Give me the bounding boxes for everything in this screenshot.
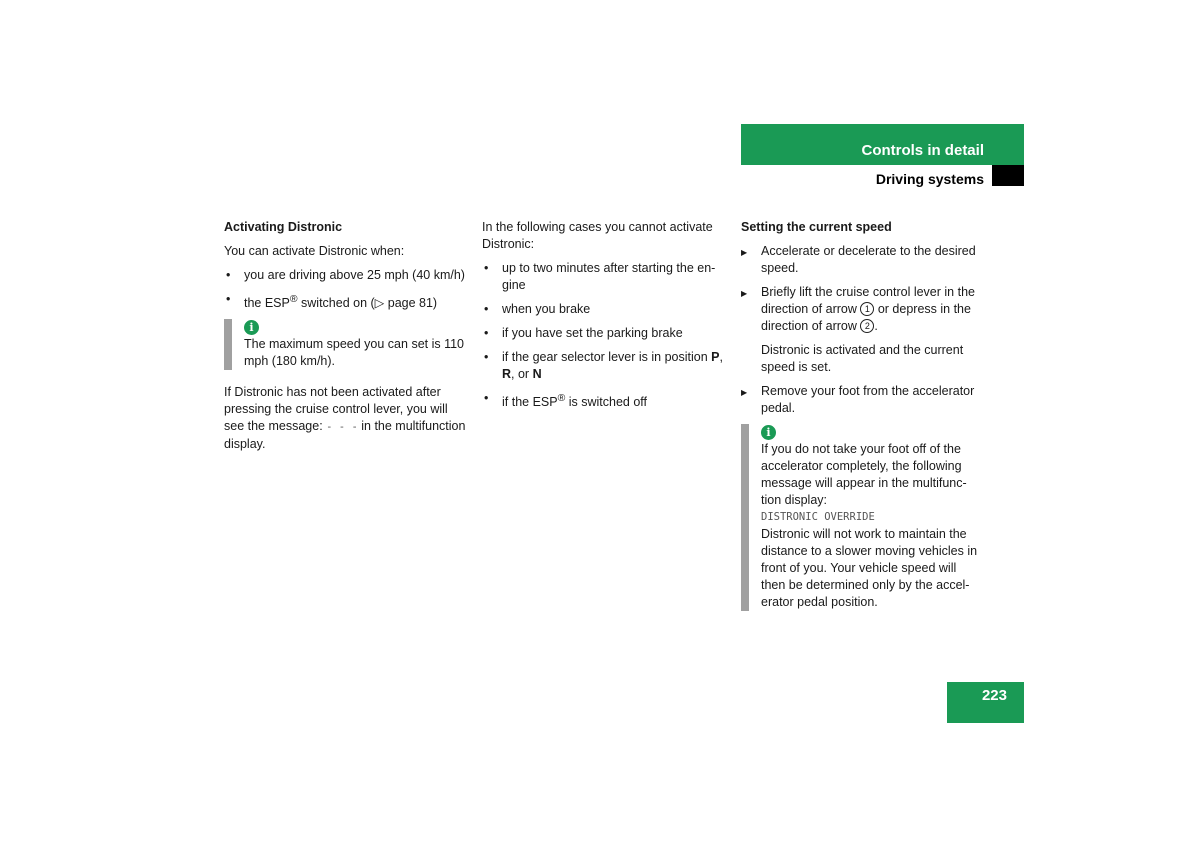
info-note bbox=[741, 424, 983, 611]
arrow-2-icon: 2 bbox=[860, 319, 874, 333]
note-text: If you do not take your foot off of the accelerator completely, the following message will appear in the multifunc-tion display: bbox=[761, 442, 967, 507]
steps-list bbox=[741, 243, 983, 335]
note-bar bbox=[741, 424, 749, 611]
info-icon: i bbox=[244, 320, 259, 335]
info-note bbox=[224, 319, 466, 370]
info-icon: i bbox=[761, 425, 776, 440]
step-continuation: Distronic is activated and the current speed is set. bbox=[761, 343, 964, 374]
step-item: ▶ Accelerate or decelerate to the desired speed. bbox=[741, 243, 983, 277]
list-item: • if the ESP® is switched off bbox=[482, 390, 724, 411]
heading-setting-speed: Setting the current speed bbox=[741, 220, 892, 234]
paragraph: If Distronic has not been activated after pressing the cruise control lever, you will see the message: - - - in the multifunction display. bbox=[224, 385, 466, 452]
header-marker bbox=[992, 165, 1024, 186]
note-text: Distronic will not work to maintain the distance to a slower moving vehicles in front of you. Your vehicle speed will then be determined only by the accel-erator pedal position. bbox=[761, 527, 978, 609]
display-message: DISTRONIC OVERRIDE bbox=[761, 511, 875, 523]
step-item: ▶ Remove your foot from the accelerator pedal. bbox=[741, 383, 983, 417]
intro-text: In the following cases you cannot activate Distronic: bbox=[482, 220, 713, 251]
section-title: Controls in detail bbox=[861, 142, 984, 159]
note-text: The maximum speed you can set is 110 mph (180 km/h). bbox=[244, 337, 465, 369]
column-1 bbox=[224, 219, 466, 460]
list-item: • if you have set the parking brake bbox=[482, 325, 724, 342]
list-item: • up to two minutes after starting the en-gine bbox=[482, 260, 724, 294]
list-item: • when you brake bbox=[482, 301, 724, 318]
cases-list bbox=[482, 260, 724, 411]
step-item: ▶ Briefly lift the cruise control lever in the direction of arrow 1 or depress in the direction of arrow 2 . bbox=[741, 284, 983, 335]
arrow-1-icon: 1 bbox=[860, 302, 874, 316]
page-number-box bbox=[947, 682, 1024, 723]
list-item: • the ESP® switched on (▷ page 81) bbox=[224, 291, 466, 312]
column-3 bbox=[741, 219, 983, 625]
note-bar bbox=[224, 319, 232, 370]
conditions-list bbox=[224, 267, 466, 312]
list-item: • you are driving above 25 mph (40 km/h) bbox=[224, 267, 466, 284]
intro-text: You can activate Distronic when: bbox=[224, 244, 405, 258]
steps-list-2 bbox=[741, 383, 983, 417]
column-2 bbox=[482, 219, 724, 418]
list-item: • if the gear selector lever is in position P, R, or N bbox=[482, 349, 724, 383]
subsection-title: Driving systems bbox=[875, 171, 984, 187]
page-number: 223 bbox=[981, 687, 1007, 704]
heading-activating: Activating Distronic bbox=[224, 220, 343, 234]
